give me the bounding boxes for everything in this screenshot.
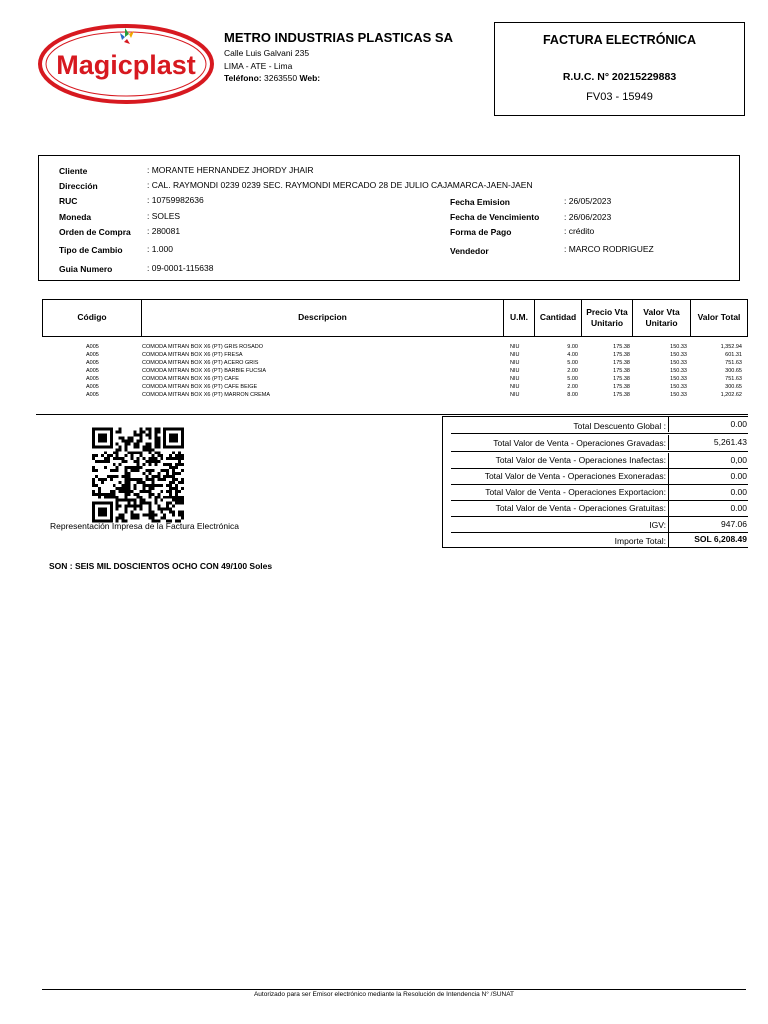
total-descuento-value: 0.00: [668, 417, 748, 432]
cell-valor-total: 751.63: [725, 360, 742, 366]
cell-um: NIU: [510, 384, 520, 390]
cell-um: NIU: [510, 368, 520, 374]
direccion-value: : CAL. RAYMONDI 0239 0239 SEC. RAYMONDI MERCADO 28 DE JULIO CAJAMARCA-JAEN-JAEN: [147, 180, 533, 190]
cell-precio-vta: 175.38: [613, 352, 630, 358]
col-header-valor-vta: Valor Vta Unitario: [632, 300, 690, 336]
company-logo: [36, 20, 216, 104]
footer-authorization: Autorizado para ser Emisor electrónico mediante la Resolución de Intendencia N° /SUNAT: [253, 991, 515, 998]
cell-descripcion: COMODA MITRAN BOX X6 (PT) MARRON CREMA: [142, 392, 271, 398]
cell-descripcion: COMODA MITRAN BOX X6 (PT) CAFE: [142, 376, 239, 382]
cell-cantidad: 5.00: [567, 360, 578, 366]
cell-precio-vta: 175.38: [613, 384, 630, 390]
fecha-emision-label: Fecha Emision: [450, 197, 510, 207]
total-gratuitas-value: 0.00: [668, 501, 748, 516]
table-row: [42, 344, 748, 352]
cell-descripcion: COMODA MITRAN BOX X6 (PT) FRESA: [142, 352, 243, 358]
total-gravadas-label: Total Valor de Venta - Operaciones Gravadas:: [493, 438, 666, 448]
cell-um: NIU: [510, 392, 520, 398]
client-info-box: [38, 155, 740, 281]
total-exportacion-label: Total Valor de Venta - Operaciones Exportacion:: [485, 487, 666, 497]
cell-valor-total: 1,202.62: [720, 392, 742, 398]
invoice-ruc: R.U.C. N° 20215229883: [562, 71, 677, 83]
cell-valor-vta: 150.33: [670, 368, 687, 374]
vendedor-label: Vendedor: [450, 246, 489, 256]
cell-valor-total: 751.63: [725, 376, 742, 382]
table-row: [42, 392, 748, 400]
col-header-um: U.M.: [503, 300, 534, 336]
cell-valor-vta: 150.33: [670, 392, 687, 398]
amount-in-words: SON : SEIS MIL DOSCIENTOS OCHO CON 49/100 Soles: [49, 561, 273, 571]
table-row: [42, 352, 748, 360]
total-exoneradas-value: 0.00: [668, 469, 748, 484]
cell-precio-vta: 175.38: [613, 344, 630, 350]
cell-cantidad: 5.00: [567, 376, 578, 382]
cliente-label: Cliente: [59, 166, 88, 176]
guia-label: Guia Numero: [59, 264, 113, 274]
cell-descripcion: COMODA MITRAN BOX X6 (PT) BARBIE FUCSIA: [142, 368, 267, 374]
cell-codigo: A005: [86, 360, 99, 366]
company-address-1: Calle Luis Galvani 235: [224, 48, 310, 58]
cell-precio-vta: 175.38: [613, 376, 630, 382]
cell-valor-vta: 150.33: [670, 384, 687, 390]
cell-cantidad: 8.00: [567, 392, 578, 398]
total-gravadas-value: 5,261.43: [668, 435, 748, 450]
col-header-codigo: Código: [77, 312, 107, 323]
qr-code: [92, 427, 184, 523]
cell-precio-vta: 175.38: [613, 368, 630, 374]
company-phone-line: [224, 73, 320, 83]
cell-cantidad: 4.00: [567, 352, 578, 358]
cell-um: NIU: [510, 352, 520, 358]
table-row: [42, 376, 748, 384]
cell-valor-total: 1,352.94: [720, 344, 742, 350]
web-label: Web:: [299, 73, 321, 83]
qr-caption: Representación Impresa de la Factura Electrónica: [50, 521, 239, 531]
cell-cantidad: 2.00: [567, 368, 578, 374]
cell-precio-vta: 175.38: [613, 392, 630, 398]
importe-total-label: Importe Total:: [614, 536, 666, 546]
cell-codigo: A005: [86, 344, 99, 350]
cell-descripcion: COMODA MITRAN BOX X6 (PT) ACERO GRIS: [142, 360, 259, 366]
col-header-cantidad: Cantidad: [534, 300, 581, 336]
totals-divider: [451, 451, 748, 452]
cell-codigo: A005: [86, 392, 99, 398]
cell-valor-total: 300.65: [725, 384, 742, 390]
col-header-descripcion: Descripcion: [141, 300, 503, 336]
phone-label: Teléfono:: [224, 73, 262, 83]
moneda-label: Moneda: [59, 212, 92, 222]
cell-um: NIU: [510, 344, 520, 350]
invoice-serial: FV03 - 15949: [586, 91, 653, 103]
table-row: [42, 368, 748, 376]
cell-descripcion: COMODA MITRAN BOX X6 (PT) GRIS ROSADO: [142, 344, 264, 350]
items-table-header: [42, 299, 748, 337]
total-exoneradas-label: Total Valor de Venta - Operaciones Exoneradas:: [484, 471, 666, 481]
cliente-value: : MORANTE HERNANDEZ JHORDY JHAIR: [147, 165, 314, 175]
direccion-label: Dirección: [59, 181, 98, 191]
cell-precio-vta: 175.38: [613, 360, 630, 366]
col-header-precio-vta: Precio Vta Unitario: [581, 300, 632, 336]
cell-um: NIU: [510, 376, 520, 382]
company-address-2: LIMA - ATE - Lima: [224, 61, 293, 71]
importe-total-value: SOL 6,208.49: [668, 532, 748, 547]
logo-text: Magicplast: [56, 50, 196, 80]
moneda-value: : SOLES: [147, 211, 181, 221]
tipo-cambio-label: Tipo de Cambio: [59, 245, 123, 255]
cell-descripcion: COMODA MITRAN BOX X6 (PT) CAFE BEIGE: [142, 384, 258, 390]
fecha-venc-value: : 26/06/2023: [564, 212, 612, 222]
orden-value: : 280081: [147, 226, 181, 236]
table-row: [42, 360, 748, 368]
orden-label: Orden de Compra: [59, 227, 131, 237]
cell-codigo: A005: [86, 352, 99, 358]
fecha-emision-value: : 26/05/2023: [564, 196, 612, 206]
forma-pago-value: : crédito: [564, 226, 595, 236]
cell-valor-vta: 150.33: [670, 344, 687, 350]
cell-valor-total: 601.31: [725, 352, 742, 358]
total-descuento-label: Total Descuento Global :: [573, 421, 666, 431]
phone-value: 3263550: [264, 73, 298, 83]
totals-divider: [451, 433, 748, 434]
total-gratuitas-label: Total Valor de Venta - Operaciones Gratuitas:: [495, 503, 666, 513]
ruc-value: : 10759982636: [147, 195, 204, 205]
cell-cantidad: 9.00: [567, 344, 578, 350]
total-inafectas-label: Total Valor de Venta - Operaciones Inafectas:: [495, 455, 666, 465]
tipo-cambio-value: : 1.000: [147, 244, 173, 254]
cell-codigo: A005: [86, 376, 99, 382]
cell-valor-total: 300.65: [725, 368, 742, 374]
cell-codigo: A005: [86, 368, 99, 374]
cell-codigo: A005: [86, 384, 99, 390]
cell-valor-vta: 150.33: [670, 352, 687, 358]
totals-box: [442, 416, 748, 548]
company-name: METRO INDUSTRIAS PLASTICAS SA: [224, 30, 453, 45]
fecha-venc-label: Fecha de Vencimiento: [450, 212, 540, 222]
invoice-title: FACTURA ELECTRÓNICA: [542, 33, 696, 47]
guia-value: : 09-0001-115638: [147, 263, 214, 273]
col-header-valor-total: Valor Total: [690, 300, 747, 336]
cell-valor-vta: 150.33: [670, 376, 687, 382]
vendedor-value: : MARCO RODRIGUEZ: [564, 244, 654, 254]
cell-valor-vta: 150.33: [670, 360, 687, 366]
cell-um: NIU: [510, 360, 520, 366]
total-exportacion-value: 0.00: [668, 485, 748, 500]
ruc-label: RUC: [59, 196, 78, 206]
cell-cantidad: 2.00: [567, 384, 578, 390]
invoice-header-box: [494, 22, 745, 116]
table-divider: [36, 414, 748, 415]
forma-pago-label: Forma de Pago: [450, 227, 512, 237]
table-row: [42, 384, 748, 392]
footer-divider: [42, 989, 746, 990]
igv-value: 947.06: [668, 517, 748, 532]
igv-label: IGV:: [649, 520, 666, 530]
total-inafectas-value: 0,00: [668, 453, 748, 468]
